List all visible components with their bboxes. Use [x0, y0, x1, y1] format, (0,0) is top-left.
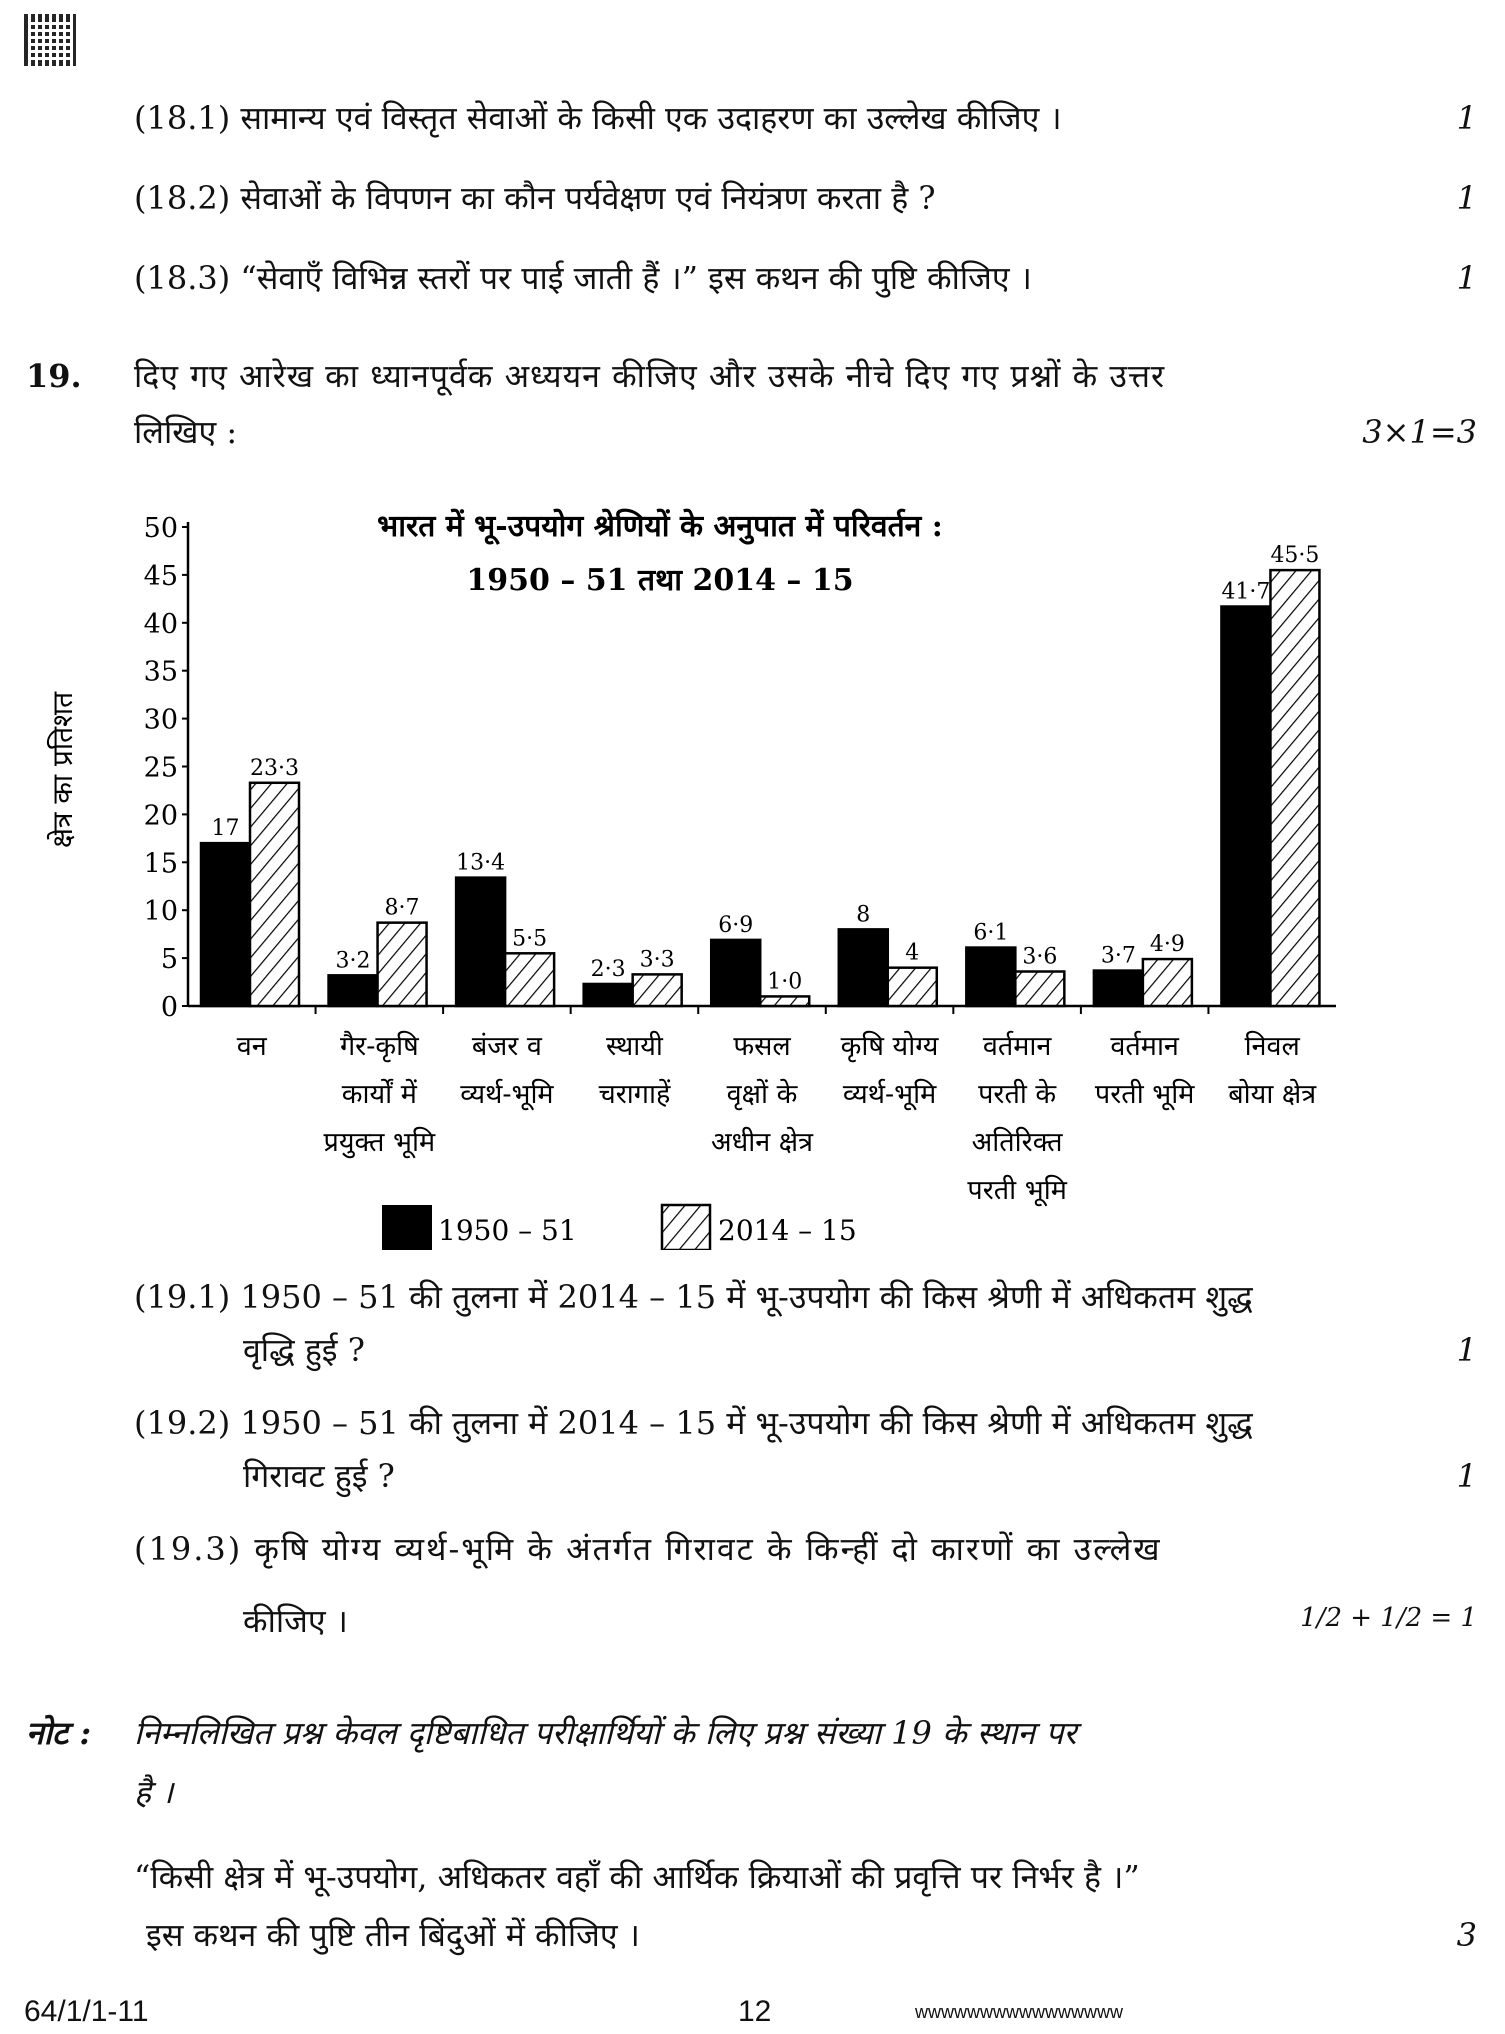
- x-category-label: स्थायी: [606, 1031, 663, 1062]
- y-tick-label: 40: [143, 608, 178, 640]
- q19-line2: लिखिए :: [134, 413, 238, 451]
- x-category-label: परती के: [978, 1079, 1057, 1110]
- bar-value-label: 4: [905, 940, 920, 966]
- bar-2014-15: [1270, 570, 1319, 1006]
- x-category-label: बोया क्षेत्र: [1228, 1079, 1317, 1110]
- bar-value-label: 41·7: [1221, 579, 1271, 605]
- bar-value-label: 3·3: [639, 947, 675, 973]
- x-category-label: व्यर्थ-भूमि: [842, 1079, 937, 1110]
- bar-1950-51: [966, 948, 1015, 1006]
- q19-1-line1: (19.1) 1950 – 51 की तुलना में 2014 – 15 में भू-उपयोग की किस श्रेणी में अधिकतम शुद्ध: [134, 1278, 1253, 1316]
- chart-title: भारत में भू-उपयोग श्रेणियों के अनुपात में परिवर्तन :: [377, 509, 943, 544]
- note-line2: है ।: [134, 1773, 174, 1811]
- q18-3-marks: 1: [1456, 259, 1477, 297]
- q18-2: (18.2) सेवाओं के विपणन का कौन पर्यवेक्षण एवं नियंत्रण करता है ?: [134, 179, 936, 217]
- legend-label-1950-51: 1950 – 51: [438, 1214, 577, 1247]
- bar-1950-51: [584, 984, 633, 1006]
- x-category-label: अधीन क्षेत्र: [710, 1127, 814, 1158]
- y-tick-label: 20: [143, 800, 178, 832]
- bar-value-label: 23·3: [250, 755, 299, 781]
- q19-1-marks: 1: [1456, 1331, 1477, 1369]
- bar-value-label: 8·7: [384, 895, 420, 921]
- q19-3-line1: (19.3) कृषि योग्य व्यर्थ-भूमि के अंतर्गत गिरावट के किन्हीं दो कारणों का उल्लेख: [134, 1530, 1162, 1568]
- y-tick-label: 10: [143, 896, 178, 928]
- x-category-label: कृषि योग्य: [840, 1031, 939, 1062]
- q19-1-line2: वृद्धि हुई ?: [243, 1331, 365, 1369]
- bar-1950-51: [839, 929, 888, 1006]
- y-tick-label: 15: [143, 848, 178, 880]
- bar-value-label: 6·1: [973, 920, 1009, 946]
- legend-swatch-2014-15: [662, 1205, 710, 1250]
- bar-value-label: 5·5: [512, 926, 548, 952]
- bar-value-label: 1·0: [767, 969, 803, 995]
- q18-2-marks: 1: [1456, 179, 1477, 217]
- legend-label-2014-15: 2014 – 15: [718, 1214, 857, 1247]
- q19-3-line2: कीजिए ।: [243, 1602, 348, 1640]
- y-tick-label: 25: [143, 752, 178, 784]
- x-category-label: गैर-कृषि: [339, 1031, 419, 1062]
- note-marks: 3: [1456, 1916, 1477, 1954]
- bar-1950-51: [711, 940, 760, 1006]
- y-axis-label: क्षेत्र का प्रतिशत: [46, 691, 79, 849]
- bar-value-label: 3·2: [335, 948, 371, 974]
- chart-subtitle: 1950 – 51 तथा 2014 – 15: [466, 563, 854, 598]
- land-use-bar-chart: [0, 490, 1505, 1250]
- q18-1-marks: 1: [1456, 99, 1477, 137]
- bar-1950-51: [1094, 971, 1143, 1006]
- x-category-label: कार्यों में: [341, 1079, 417, 1110]
- paper-code: 64/1/1-11: [24, 1995, 149, 2028]
- x-category-label: अतिरिक्त: [971, 1127, 1063, 1158]
- legend-swatch-1950-51: [382, 1205, 432, 1250]
- bar-1950-51: [201, 843, 250, 1006]
- bar-value-label: 8: [856, 902, 871, 928]
- x-category-label: वर्तमान: [982, 1031, 1052, 1062]
- page-number: 12: [738, 1995, 772, 2028]
- x-category-label: वर्तमान: [1110, 1031, 1179, 1062]
- bar-2014-15: [1143, 959, 1192, 1006]
- bar-2014-15: [1015, 972, 1064, 1006]
- bar-value-label: 4·9: [1149, 932, 1185, 958]
- note-label: नोट :: [26, 1714, 92, 1752]
- bar-value-label: 3·6: [1022, 944, 1058, 970]
- x-category-label: प्रयुक्त भूमि: [323, 1127, 436, 1158]
- bar-1950-51: [456, 878, 505, 1006]
- y-tick-label: 35: [143, 656, 178, 688]
- bar-2014-15: [505, 953, 554, 1006]
- x-category-label: चरागाहें: [598, 1079, 671, 1110]
- bar-2014-15: [633, 974, 682, 1006]
- bar-2014-15: [760, 996, 809, 1006]
- y-tick-label: 5: [160, 944, 178, 976]
- x-category-label: वन: [236, 1031, 267, 1062]
- y-tick-label: 50: [143, 513, 178, 544]
- x-category-label: परती भूमि: [1094, 1079, 1195, 1110]
- q19-3-marks: 1/2 + 1/2 = 1: [1300, 1603, 1477, 1633]
- squiggle-line: wwwwwwwwwwwwwwww: [915, 2002, 1123, 2022]
- bar-value-label: 6·9: [718, 912, 754, 938]
- bar-value-label: 13·4: [456, 850, 506, 876]
- bar-2014-15: [888, 968, 937, 1006]
- x-category-label: फसल: [733, 1031, 791, 1062]
- bar-value-label: 3·7: [1100, 943, 1136, 969]
- note-line1: निम्नलिखित प्रश्न केवल दृष्टिबाधित परीक्षार्थियों के लिए प्रश्न संख्या 19 के स्थान पर: [134, 1714, 1077, 1752]
- bar-2014-15: [378, 923, 427, 1006]
- q19-marks: 3×1=3: [1362, 413, 1477, 451]
- x-category-label: व्यर्थ-भूमि: [460, 1079, 554, 1110]
- y-tick-label: 0: [160, 992, 178, 1023]
- x-category-label: वृक्षों के: [726, 1079, 798, 1110]
- q19-line1: दिए गए आरेख का ध्यानपूर्वक अध्ययन कीजिए और उसके नीचे दिए गए प्रश्नों के उत्तर: [134, 357, 1166, 395]
- note-quote-line2: इस कथन की पुष्टि तीन बिंदुओं में कीजिए ।: [146, 1916, 640, 1954]
- bar-value-label: 2·3: [590, 956, 626, 982]
- q19-number: 19.: [26, 357, 82, 395]
- x-category-label: बंजर व: [471, 1031, 542, 1062]
- q19-2-line2: गिरावट हुई ?: [243, 1457, 395, 1495]
- bar-2014-15: [250, 783, 299, 1006]
- bar-1950-51: [329, 975, 378, 1006]
- x-category-label: परती भूमि: [967, 1175, 1067, 1206]
- y-tick-label: 30: [143, 704, 178, 736]
- qr-code: [24, 14, 76, 66]
- bar-1950-51: [1221, 607, 1270, 1006]
- q19-2-marks: 1: [1456, 1457, 1477, 1495]
- bar-value-label: 45·5: [1270, 543, 1320, 569]
- q18-3: (18.3) “सेवाएँ विभिन्न स्तरों पर पाई जाती हैं ।” इस कथन की पुष्टि कीजिए ।: [134, 259, 1032, 297]
- q18-1: (18.1) सामान्य एवं विस्तृत सेवाओं के किसी एक उदाहरण का उल्लेख कीजिए ।: [134, 99, 1062, 137]
- note-quote-line1: “किसी क्षेत्र में भू-उपयोग, अधिकतर वहाँ की आर्थिक क्रियाओं की प्रवृत्ति पर निर्भर है ।”: [134, 1858, 1140, 1896]
- x-category-label: निवल: [1244, 1031, 1300, 1062]
- q19-2-line1: (19.2) 1950 – 51 की तुलना में 2014 – 15 में भू-उपयोग की किस श्रेणी में अधिकतम शुद्ध: [134, 1404, 1253, 1442]
- y-tick-label: 45: [143, 560, 178, 592]
- bar-value-label: 17: [211, 816, 240, 842]
